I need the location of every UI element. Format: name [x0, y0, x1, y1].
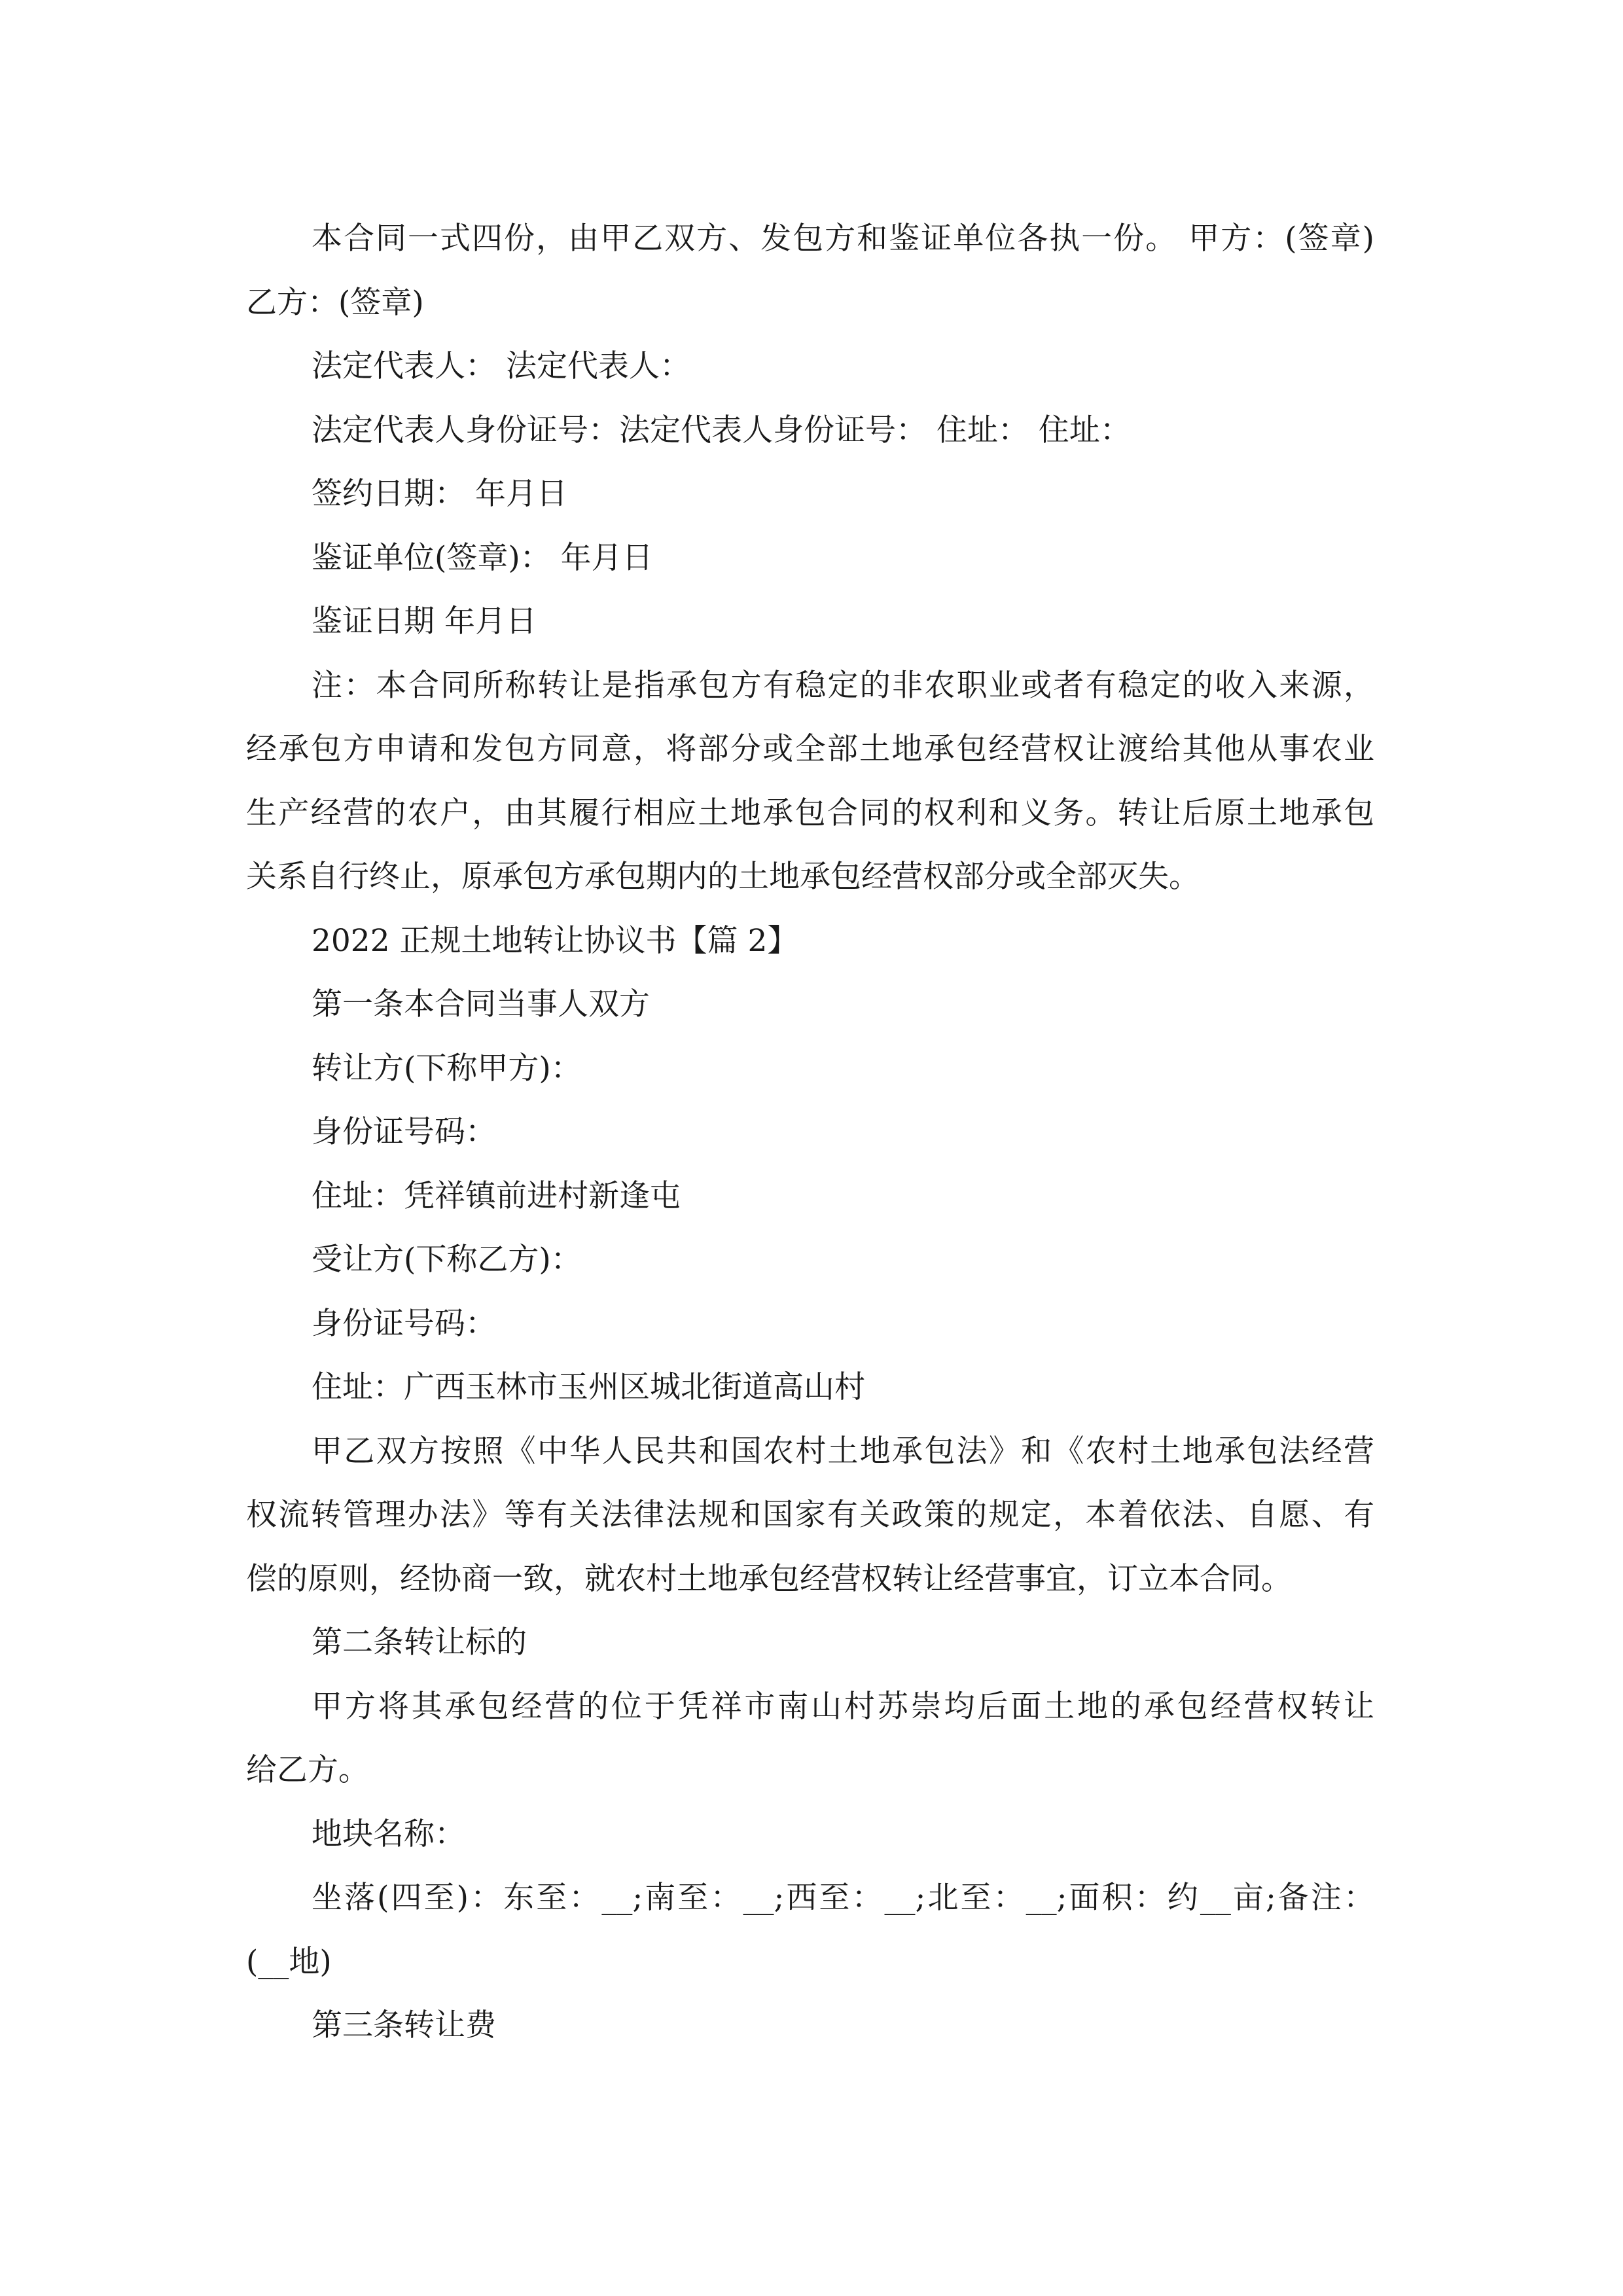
text-line: 偿的原则，经协商一致，就农村土地承包经营权转让经营事宜，订立本合同。: [246, 1560, 1292, 1597]
text-line: 甲方将其承包经营的位于凭祥市南山村苏崇均后面土地的承包经营权转让: [312, 1688, 1374, 1725]
document-body: [246, 207, 1374, 2058]
text-line: 注：本合同所称转让是指承包方有稳定的非农职业或者有稳定的收入来源，: [312, 667, 1374, 704]
text-line: 转让方(下称甲方)：: [312, 1050, 582, 1086]
text-line: 坐落(四至)：东至：__;南至：__;西至：__;北至：__;面积：约__亩;备注：: [312, 1880, 1374, 1916]
text-line: 甲乙双方按照《中华人民共和国农村土地承包法》和《农村土地承包法经营: [312, 1433, 1374, 1469]
section-heading: 2022 正规土地转让协议书【篇 2】: [312, 922, 798, 959]
text-line: 第一条本合同当事人双方: [312, 986, 650, 1022]
text-line: 法定代表人身份证号：法定代表人身份证号： 住址： 住址：: [312, 412, 1131, 448]
text-line: 住址：凭祥镇前进村新逢屯: [312, 1177, 681, 1214]
text-line: 生产经营的农户，由其履行相应土地承包合同的权利和义务。转让后原土地承包: [246, 795, 1374, 831]
text-line: 身份证号码：: [312, 1114, 496, 1150]
text-line: 第三条转让费: [312, 2007, 496, 2043]
text-line: 鉴证日期 年月日: [312, 603, 537, 639]
text-line: 给乙方。: [246, 1752, 369, 1788]
text-line: 第二条转让标的: [312, 1624, 527, 1660]
text-line: 身份证号码：: [312, 1305, 496, 1342]
text-line: 签约日期： 年月日: [312, 476, 567, 512]
text-line: 经承包方申请和发包方同意，将部分或全部土地承包经营权让渡给其他从事农业: [246, 731, 1374, 767]
text-line: (__地): [246, 1943, 332, 1980]
text-line: 法定代表人： 法定代表人：: [312, 348, 690, 384]
text-line: 地块名称：: [312, 1816, 465, 1852]
text-line: 受让方(下称乙方)：: [312, 1242, 582, 1278]
text-line: 住址：广西玉林市玉州区城北街道高山村: [312, 1369, 865, 1405]
text-line: 乙方：(签章): [246, 284, 424, 321]
text-line: 本合同一式四份，由甲乙双方、发包方和鉴证单位各执一份。 甲方：(签章): [312, 221, 1374, 257]
text-line: 鉴证单位(签章)： 年月日: [312, 539, 653, 576]
text-line: 关系自行终止，原承包方承包期内的土地承包经营权部分或全部灭失。: [246, 859, 1200, 895]
text-line: 权流转管理办法》等有关法律法规和国家有关政策的规定，本着依法、自愿、有: [246, 1497, 1374, 1533]
